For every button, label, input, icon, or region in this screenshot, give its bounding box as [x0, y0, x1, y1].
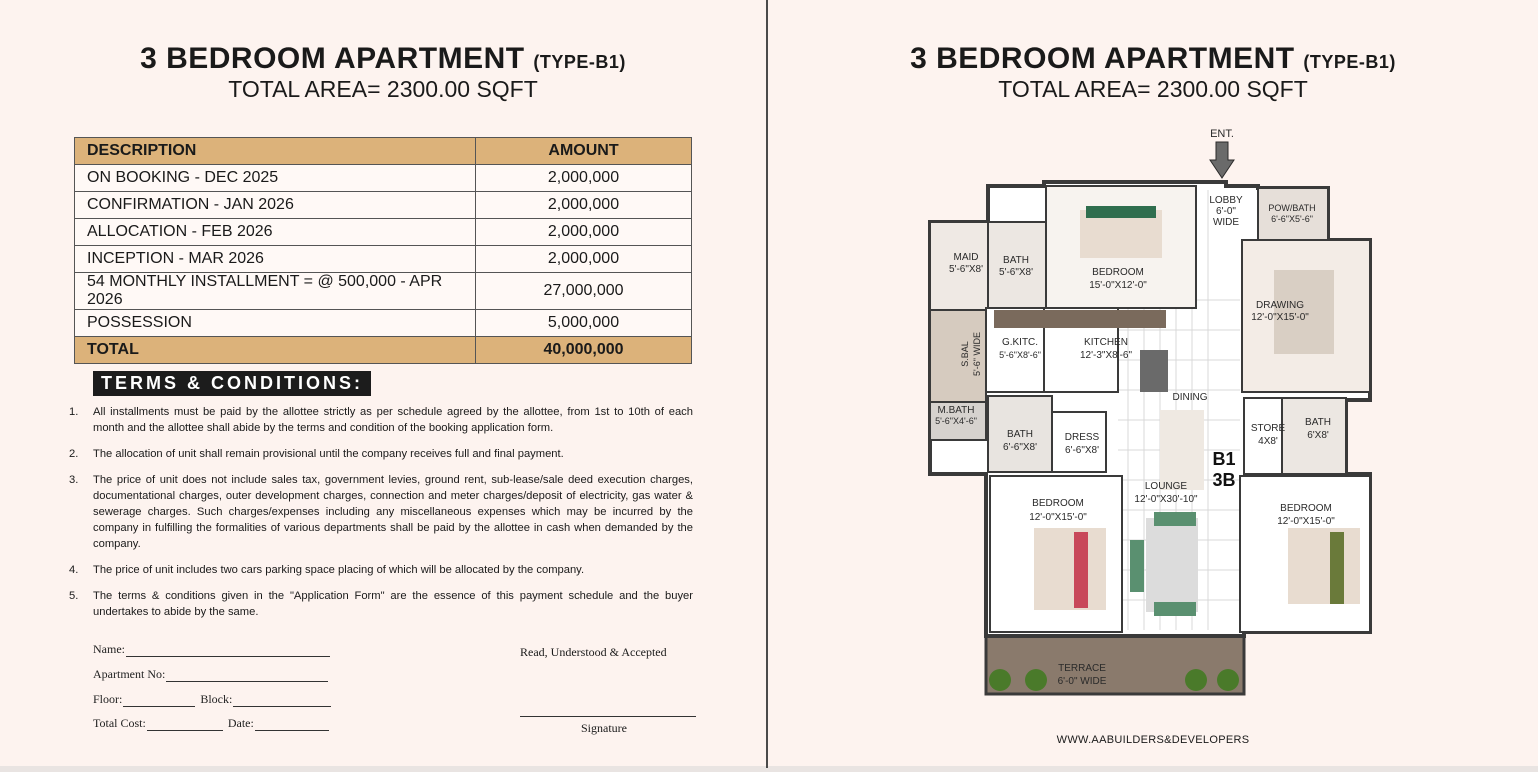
bedroom-left-size: 12'-0"X15'-0" — [1029, 512, 1087, 523]
item-number: 3. — [69, 474, 79, 486]
terrace-label: TERRACE — [1058, 663, 1106, 674]
terrace-size: 6'-0" WIDE — [1057, 676, 1107, 687]
item-text: The price of unit does not include sales tax, government levies, ground rent, sub-lease/sale deed execution charges, documentational charges, outer development charges, connection and meter charges/deposit of electricity, gas water & sewerage charges. Such charges/expenses including any miscellaneous expenses which may be incurred by the company in fulfilling the formalities of various departments shall be paid by the allottee in cash when demanded by the company. — [93, 474, 693, 550]
plant-icon — [1025, 669, 1047, 691]
title-text: 3 BEDROOM APARTMENT — [910, 42, 1295, 75]
list-item — [69, 472, 693, 552]
dining-label: DINING — [1172, 392, 1208, 403]
lounge-chair — [1154, 512, 1196, 526]
unit-type: 3B — [1212, 470, 1236, 490]
lounge-sofa — [1130, 540, 1144, 592]
table-row — [75, 192, 692, 219]
table-row — [75, 219, 692, 246]
lobby-label-2: 6'-0" — [1216, 206, 1236, 217]
total-cost-line[interactable] — [147, 719, 223, 731]
g-kitc-size: 5'-6"X8'-6" — [999, 350, 1041, 360]
pow-bath-size: 6'-6"X5'-6" — [1271, 214, 1313, 224]
table-row — [75, 246, 692, 273]
name-field[interactable] — [93, 642, 330, 657]
row-amount: 27,000,000 — [476, 273, 692, 310]
table-total-row — [75, 337, 692, 364]
bed-left-blanket — [1074, 532, 1088, 608]
payment-schedule-page — [0, 0, 766, 766]
lobby-label-3: WIDE — [1212, 217, 1240, 228]
lounge-label: LOUNGE — [1144, 481, 1188, 492]
row-amount: 5,000,000 — [476, 310, 692, 337]
page-title — [0, 42, 766, 76]
lobby-label: LOBBY — [1209, 195, 1243, 206]
maid-label: MAID — [953, 252, 979, 263]
item-text: The price of unit includes two cars parking space placing of which will be allocated by the company. — [93, 564, 585, 576]
name-label: Name: — [93, 642, 125, 656]
floor-field[interactable] — [93, 692, 331, 707]
column-header-description: DESCRIPTION — [75, 138, 476, 165]
entrance-label: ENT. — [1210, 128, 1234, 140]
s-bal-label: S.BAL — [960, 341, 970, 367]
drawing-size: 12'-0"X15'-0" — [1251, 312, 1309, 323]
row-amount: 2,000,000 — [476, 246, 692, 273]
row-description: POSSESSION — [75, 310, 476, 337]
bed-right-blanket — [1330, 532, 1344, 604]
date-label: Date: — [227, 716, 254, 730]
kitchen-size: 12'-3"X8'-6" — [1079, 350, 1133, 361]
table-row — [75, 310, 692, 337]
m-bath-label: M.BATH — [937, 405, 975, 416]
g-kitc-label: G.KITC. — [1001, 337, 1039, 348]
date-line[interactable] — [255, 719, 329, 731]
floor-plan — [768, 0, 1538, 766]
type-label: (TYPE-B1) — [1303, 52, 1396, 72]
row-amount: 2,000,000 — [476, 192, 692, 219]
row-description: ALLOCATION - FEB 2026 — [75, 219, 476, 246]
bedroom-top-size: 15'-0"X12'-0" — [1089, 280, 1147, 291]
bath-top-label: BATH — [1003, 255, 1029, 266]
payment-schedule-table — [74, 137, 692, 364]
floor-plan-page — [768, 0, 1538, 766]
terms-heading: TERMS & CONDITIONS: — [93, 371, 371, 396]
row-description: ON BOOKING - DEC 2025 — [75, 165, 476, 192]
bedroom-left-label: BEDROOM — [1032, 498, 1084, 509]
bath-mid-label: BATH — [1007, 429, 1033, 440]
dress-label: DRESS — [1064, 432, 1100, 443]
item-text: The terms & conditions given in the "Application Form" are the essence of this payment schedule and the buyer undertakes to abide by the same. — [93, 590, 693, 618]
store-size: 4X8' — [1258, 436, 1278, 447]
table-row — [75, 165, 692, 192]
bed-right — [1288, 528, 1360, 604]
plant-icon — [1185, 669, 1207, 691]
row-amount: 2,000,000 — [476, 219, 692, 246]
block-line[interactable] — [233, 695, 331, 707]
bed-top-pillow — [1086, 206, 1156, 218]
kitchen-island — [1140, 350, 1168, 392]
apartment-field[interactable] — [93, 667, 328, 682]
row-amount: 2,000,000 — [476, 165, 692, 192]
type-label: (TYPE-B1) — [533, 52, 626, 72]
bedroom-right-label: BEDROOM — [1280, 503, 1332, 514]
bath-right-label: BATH — [1305, 417, 1331, 428]
item-number: 4. — [69, 564, 79, 576]
lounge-size: 12'-0"X30'-10" — [1134, 494, 1198, 505]
unit-code: B1 — [1212, 449, 1236, 469]
row-description: CONFIRMATION - JAN 2026 — [75, 192, 476, 219]
store-label: STORE — [1250, 423, 1286, 434]
list-item — [69, 562, 693, 578]
kitchen-counter — [994, 310, 1166, 328]
bath-top-size: 5'-6"X8' — [998, 267, 1034, 278]
list-item — [69, 446, 693, 462]
title-text: 3 BEDROOM APARTMENT — [140, 42, 525, 75]
column-header-amount: AMOUNT — [476, 138, 692, 165]
bath-right-size: 6'X8' — [1307, 430, 1329, 441]
item-number: 1. — [69, 406, 79, 418]
item-number: 2. — [69, 448, 79, 460]
entrance-arrow-icon — [1210, 142, 1234, 178]
bath-mid-size: 6'-6"X8' — [1002, 442, 1038, 453]
accept-text: Read, Understood & Accepted — [520, 645, 667, 659]
list-item — [69, 404, 693, 436]
item-text: The allocation of unit shall remain provisional until the company receives full and final payment. — [93, 448, 564, 460]
dress-size: 6'-6"X8' — [1064, 445, 1100, 456]
maid-size: 5'-6"X8' — [948, 264, 984, 275]
total-amount: 40,000,000 — [476, 337, 692, 364]
block-label: Block: — [200, 692, 233, 706]
total-cost-label: Total Cost: — [93, 716, 146, 730]
item-text: All installments must be paid by the allottee strictly as per schedule agreed by the allottee, from 1st to 10th of each month and the allottee shall abide by the terms and condition of the booking application form. — [93, 406, 693, 434]
drawing-label: DRAWING — [1256, 300, 1304, 311]
item-number: 5. — [69, 590, 79, 602]
plant-icon — [1217, 669, 1239, 691]
signature-line[interactable] — [520, 716, 696, 717]
lounge-chair — [1154, 602, 1196, 616]
terms-list — [69, 404, 693, 630]
m-bath-size: 5'-6"X4'-6" — [935, 416, 977, 426]
list-item — [69, 588, 693, 620]
row-description: INCEPTION - MAR 2026 — [75, 246, 476, 273]
total-area: TOTAL AREA= 2300.00 SQFT — [228, 76, 538, 102]
plant-icon — [989, 669, 1011, 691]
pow-bath-label: POW/BATH — [1268, 203, 1316, 213]
signature-label: Signature — [581, 721, 627, 735]
floor-label: Floor: — [93, 692, 123, 706]
row-description: 54 MONTHLY INSTALLMENT = @ 500,000 - APR 2026 — [75, 273, 476, 310]
s-bal-size: 5'-6" WIDE — [972, 332, 982, 376]
bedroom-top-label: BEDROOM — [1092, 267, 1144, 278]
total-label: TOTAL — [75, 337, 476, 364]
bed-left — [1034, 528, 1106, 610]
table-row — [75, 273, 692, 310]
website-url: WWW.AABUILDERS&DEVELOPERS — [1056, 734, 1250, 746]
apartment-line[interactable] — [166, 670, 328, 682]
kitchen-label: KITCHEN — [1084, 337, 1128, 348]
lounge-table — [1146, 518, 1198, 612]
total-cost-field[interactable] — [93, 716, 329, 731]
bedroom-right-size: 12'-0"X15'-0" — [1277, 516, 1335, 527]
apartment-label: Apartment No: — [93, 667, 166, 681]
table-header-row — [75, 138, 692, 165]
total-area: TOTAL AREA= 2300.00 SQFT — [998, 76, 1308, 102]
dining-table — [1160, 410, 1204, 490]
floor-line[interactable] — [123, 695, 195, 707]
name-line[interactable] — [126, 645, 330, 657]
